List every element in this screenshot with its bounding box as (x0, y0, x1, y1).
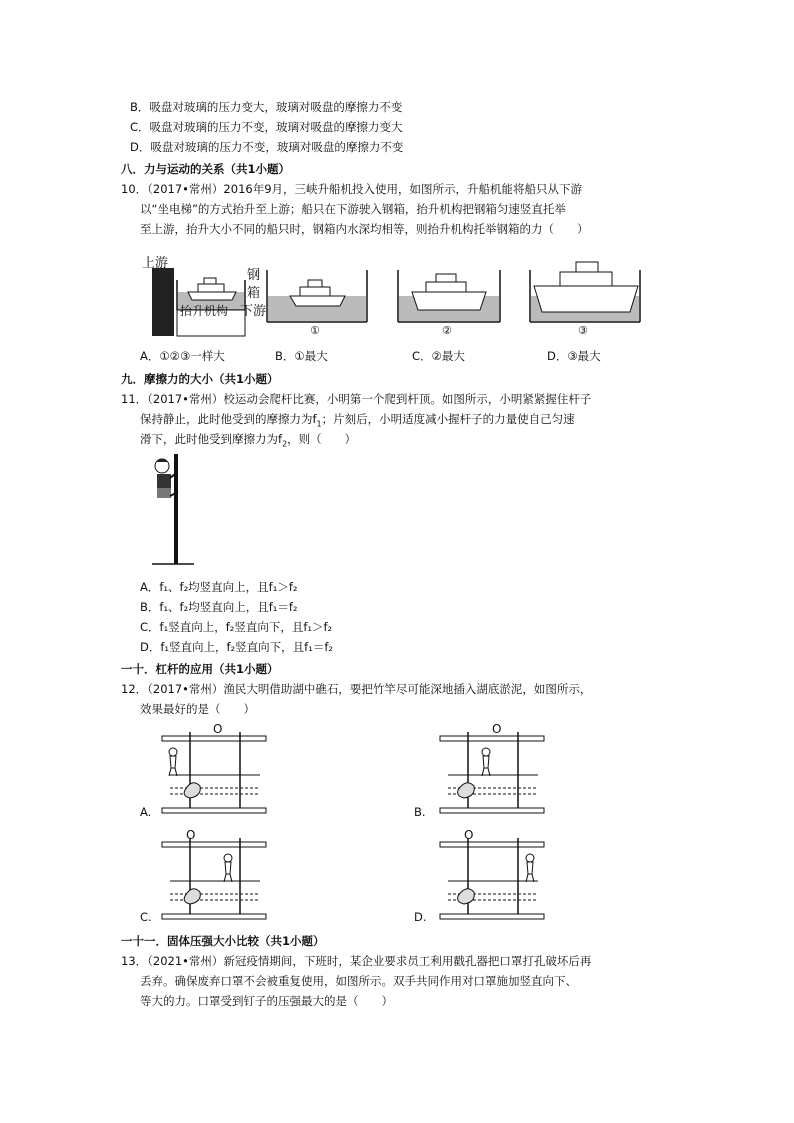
q10-line3: 至上游，抬升大小不同的船只时，钢箱内水深均相等，则抬升机构托举钢箱的力（ ） (140, 222, 589, 236)
label-n2: ② (442, 324, 452, 337)
q11-option-b: B．f₁、f₂均竖直向上，且f₁＝f₂ (140, 600, 298, 614)
q11-line3: 滑下，此时他受到摩擦力为$f_2$，则（ ） (140, 432, 357, 449)
pivot-label-d: O (464, 828, 474, 842)
q10-figure (140, 250, 660, 342)
label-box-2: 箱 (247, 286, 261, 301)
q12-figure-c (160, 826, 270, 921)
q13-line2: 丢弃。确保废弃口罩不会被重复使用，如图所示。双手共同作用对口罩施加竖直向下、 (140, 974, 577, 988)
q12-line1: 12．（2017•常州）渔民大明借助湖中礁石，要把竹竿尽可能深地插入湖底淤泥，如图所示， (121, 682, 592, 696)
q10-option-d: D．③最大 (547, 349, 601, 363)
q10-option-b: B．①最大 (275, 349, 328, 363)
section-heading-9: 九．摩擦力的大小（共1小题） (121, 372, 279, 386)
section-heading-11: 一十一．固体压强大小比较（共1小题） (121, 934, 325, 948)
q12-line2: 效果最好的是（ ） (140, 702, 255, 716)
q11-figure (148, 452, 198, 572)
q10-option-c: C．②最大 (412, 349, 465, 363)
option-d-prev: D．吸盘对玻璃的压力不变，玻璃对吸盘的摩擦力不变 (130, 140, 404, 154)
pivot-label-a: O (213, 722, 223, 736)
q11-option-c: C．f₁竖直向上，f₂竖直向下，且f₁＞f₂ (140, 620, 333, 634)
q12-label-d: D. (414, 910, 427, 924)
label-n3: ③ (578, 324, 588, 337)
q11-line2: 保持静止，此时他受到的摩擦力为$f_1$；片刻后，小明适度减小握杆子的力量使自己匀速 (140, 412, 575, 429)
lever-diagram-d (438, 826, 548, 921)
option-b-prev: B．吸盘对玻璃的压力变大，玻璃对吸盘的摩擦力不变 (130, 100, 403, 114)
q13-line1: 13．（2021•常州）新冠疫情期间，下班时，某企业要求员工利用戳孔器把口罩打孔破坏后再 (121, 954, 592, 968)
option-c-prev: C．吸盘对玻璃的压力不变，玻璃对吸盘的摩擦力变大 (130, 120, 403, 134)
q11-option-d: D．f₁竖直向上，f₂竖直向下，且f₁＝f₂ (140, 640, 333, 654)
q11-line1: 11．（2017•常州）校运动会爬杆比赛，小明第一个爬到杆顶。如图所示，小明紧紧握住杆子 (121, 392, 592, 406)
pivot-label-b: O (492, 722, 502, 736)
q12-label-a: A. (140, 805, 152, 819)
pole-climber-drawing (148, 452, 198, 572)
q12-label-c: C. (140, 910, 152, 924)
lever-diagram-c (160, 826, 270, 921)
pivot-label-c: O (186, 828, 196, 842)
label-downstream: 下游 (240, 304, 267, 319)
q12-figure-d (438, 826, 548, 921)
q10-line2: 以“坐电梯”的方式抬升至上游；船只在下游驶入钢箱，抬升机构把钢箱匀速竖直托举 (140, 202, 566, 216)
section-heading-8: 八．力与运动的关系（共1小题） (121, 162, 290, 176)
q10-line1: 10．（2017•常州）2016年9月，三峡升船机投入使用，如图所示，升船机能将船只从下游 (121, 182, 583, 196)
label-box-1: 钢 (247, 268, 261, 283)
label-n1: ① (310, 324, 320, 337)
label-mechanism: 抬升机构 (180, 304, 229, 318)
q10-option-a: A．①②③一样大 (140, 349, 225, 363)
q12-label-b: B. (414, 805, 426, 819)
section-heading-10: 一十．杠杆的应用（共1小题） (121, 662, 279, 676)
q11-option-a: A．f₁、f₂均竖直向上，且f₁＞f₂ (140, 580, 298, 594)
q13-line3: 等大的力。口罩受到钉子的压强最大的是（ ） (140, 994, 393, 1008)
label-upstream: 上游 (142, 256, 169, 271)
